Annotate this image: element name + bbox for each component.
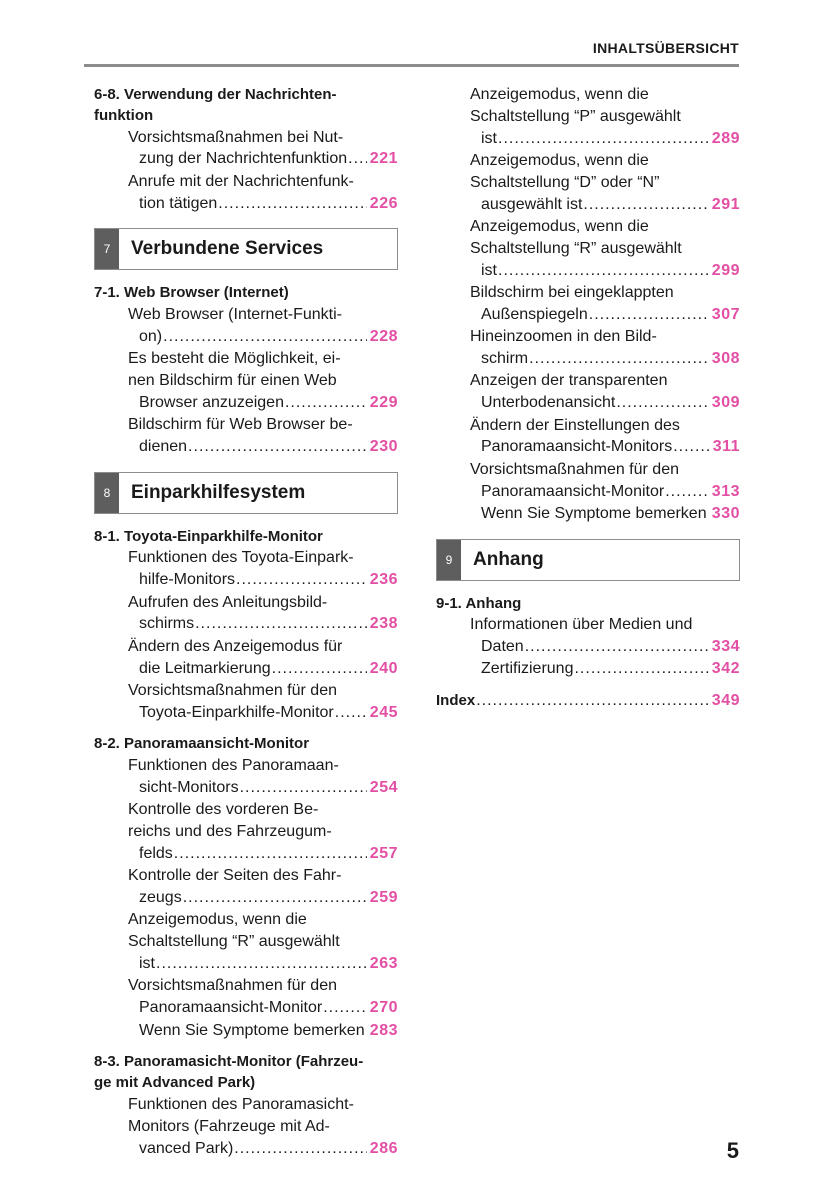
dot-leader <box>498 128 709 150</box>
entry-text-line: Schaltstellung “P” ausgewählt <box>470 107 681 125</box>
entry-text-line: Kontrolle der Seiten des Fahr- <box>128 867 342 885</box>
dot-leader <box>285 392 367 414</box>
page-reference[interactable]: 270 <box>369 999 398 1017</box>
subsection-heading-7-1[interactable] <box>94 282 398 303</box>
section-title: Anhang <box>473 548 544 570</box>
section-title: Verbundene Services <box>131 238 324 260</box>
entry-text-line: Vorsichtsmaßnahmen für den <box>470 460 679 478</box>
page-reference[interactable]: 257 <box>369 844 398 862</box>
entry-text-line: sicht-Monitors <box>139 778 239 796</box>
dot-leader <box>174 843 367 865</box>
entry-text-line: Informationen über Medien und <box>470 616 693 634</box>
entry-text-line: zeugs <box>139 889 182 907</box>
entry-text-line: Schaltstellung “R” ausgewählt <box>470 239 682 257</box>
toc-entry[interactable] <box>128 348 398 413</box>
page-reference[interactable]: 334 <box>711 638 740 656</box>
entry-text-line: reichs und des Fahrzeugum- <box>128 823 332 841</box>
dot-leader <box>236 569 367 591</box>
entry-text-line: Bildschirm bei eingeklappten <box>470 283 674 301</box>
page-reference[interactable]: 236 <box>369 571 398 589</box>
page-reference[interactable]: 254 <box>369 778 398 796</box>
subsection-heading-8-3[interactable] <box>94 1051 398 1093</box>
dot-leader <box>183 887 367 909</box>
entry-text-line: schirms <box>139 615 195 633</box>
page-reference[interactable]: 259 <box>369 889 398 907</box>
entry-text-line: Anzeigemodus, wenn die <box>470 151 649 169</box>
page-reference[interactable]: 313 <box>711 482 740 500</box>
running-header-title: INHALTSÜBERSICHT <box>592 40 739 56</box>
entry-text-line: Bildschirm für Web Browser be- <box>128 416 353 434</box>
subsection-title-line: 8-2. Panoramaansicht-Monitor <box>94 735 310 753</box>
page-reference[interactable]: 291 <box>711 195 740 213</box>
page-reference[interactable]: 226 <box>369 194 398 212</box>
section-number-badge: 9 <box>437 540 461 580</box>
toc-entry[interactable] <box>128 304 398 348</box>
section-header-8[interactable] <box>94 472 398 514</box>
page-reference[interactable]: 349 <box>711 692 740 710</box>
subsection-title-line: 6-8. Verwendung der Nachrichten- <box>94 86 337 103</box>
entry-text-line: Funktionen des Toyota-Einpark- <box>128 549 354 567</box>
entry-text-line: Web Browser (Internet-Funkti- <box>128 305 342 323</box>
entry-text-line: Ändern der Einstellungen des <box>470 416 680 434</box>
entry-text-line: Funktionen des Panoramaan- <box>128 757 339 775</box>
subsection-title-line: funktion <box>94 107 154 124</box>
entry-text-line: Schaltstellung “D” oder “N” <box>470 173 660 191</box>
toc-entry[interactable] <box>128 636 398 680</box>
subsection-title-line: 7-1. Web Browser (Internet) <box>94 284 289 302</box>
dot-leader <box>195 613 367 635</box>
dot-leader <box>163 326 367 348</box>
entry-text-line: Monitors (Fahrzeuge mit Ad- <box>128 1117 330 1135</box>
dot-leader <box>272 658 367 680</box>
toc-entry[interactable] <box>470 84 740 149</box>
toc-entry[interactable] <box>128 680 398 724</box>
dot-leader <box>323 997 367 1019</box>
toc-entry[interactable] <box>470 415 740 459</box>
dot-leader <box>529 348 709 370</box>
entry-text-line: Anzeigen der transparenten <box>470 372 668 390</box>
entry-text-line: Schaltstellung “R” ausgewählt <box>128 933 340 951</box>
entry-text-line: Toyota-Einparkhilfe-Monitor <box>139 703 334 721</box>
page-reference[interactable]: 228 <box>369 327 398 345</box>
subsection-heading-8-1[interactable] <box>94 526 398 547</box>
subsection-title-line: ge mit Advanced Park) <box>94 1074 256 1092</box>
toc-entry[interactable] <box>470 326 740 370</box>
entry-text-line: Vorsichtsmaßnahmen für den <box>128 977 337 995</box>
entry-text-line: Es besteht die Möglichkeit, ei- <box>128 350 341 368</box>
dot-leader <box>574 658 708 680</box>
toc-entry[interactable] <box>128 909 398 974</box>
page-reference[interactable]: 230 <box>369 437 398 455</box>
page-reference[interactable]: 286 <box>369 1139 398 1157</box>
section-number-badge: 7 <box>95 229 119 269</box>
dot-leader <box>498 260 709 282</box>
dot-leader <box>673 436 709 458</box>
toc-entry[interactable] <box>128 1020 398 1042</box>
entry-text-line: Wenn Sie Symptome bemerken <box>139 1021 365 1039</box>
entry-text-line: Außenspiegeln <box>481 305 588 323</box>
toc-entry[interactable] <box>470 370 740 414</box>
page-reference[interactable]: 299 <box>711 261 740 279</box>
subsection-heading-6-8[interactable] <box>94 84 398 126</box>
toc-entry[interactable] <box>128 799 398 864</box>
section-title: Einparkhilfesystem <box>131 481 306 503</box>
dot-leader <box>234 1138 367 1160</box>
toc-entry[interactable] <box>128 865 398 909</box>
toc-column-left <box>94 84 398 1159</box>
entry-text-line: schirm <box>481 349 529 367</box>
entry-text-line: Unterbodenansicht <box>481 394 616 412</box>
entry-text-line: Hineinzoomen in den Bild- <box>470 328 657 346</box>
entry-text-line: Kontrolle des vorderen Be- <box>128 801 319 819</box>
entry-text-line: Browser anzuzeigen <box>139 393 284 411</box>
section-header-7[interactable] <box>94 228 398 270</box>
toc-entry[interactable] <box>128 755 398 799</box>
dot-leader <box>616 392 708 414</box>
section-header-9[interactable] <box>436 539 740 581</box>
page-reference[interactable]: 283 <box>369 1021 398 1039</box>
entry-text-line: felds <box>139 844 173 862</box>
page-reference[interactable]: 309 <box>711 394 740 412</box>
page-reference[interactable]: 308 <box>711 349 740 367</box>
entry-text-line: Anzeigemodus, wenn die <box>470 217 649 235</box>
toc-entry[interactable] <box>470 216 740 281</box>
toc-entry[interactable] <box>470 614 740 658</box>
entry-text-line: hilfe-Monitors <box>139 571 236 589</box>
page-reference[interactable]: 245 <box>369 703 398 721</box>
page-reference[interactable]: 330 <box>711 504 740 522</box>
subsection-heading-8-2[interactable] <box>94 733 398 754</box>
entry-text-line: ist <box>481 129 497 147</box>
entry-text-line: Anzeigemodus, wenn die <box>128 911 307 929</box>
toc-entry[interactable] <box>470 150 740 215</box>
entry-text-line: Panoramaansicht-Monitor <box>139 999 323 1017</box>
page-reference[interactable]: 307 <box>711 305 740 323</box>
entry-text-line: ausgewählt ist <box>481 195 583 213</box>
entry-text-line: dienen <box>139 437 188 455</box>
page-reference[interactable]: 221 <box>369 150 398 168</box>
dot-leader <box>188 436 367 458</box>
entry-text-line: Vorsichtsmaßnahmen für den <box>128 681 337 699</box>
toc-entry[interactable] <box>128 414 398 458</box>
toc-entry[interactable] <box>128 1094 398 1159</box>
entry-text-line: Funktionen des Panoramasicht- <box>128 1096 354 1113</box>
subsection-heading-9-1[interactable] <box>436 593 740 614</box>
entry-text-line: Anrufe mit der Nachrichtenfunk- <box>128 172 354 190</box>
page-reference[interactable]: 229 <box>369 393 398 411</box>
entry-text-line: Ändern des Anzeigemodus für <box>128 637 343 655</box>
subsection-title-line: 8-3. Panoramasicht-Monitor (Fahrzeu- <box>94 1053 364 1071</box>
toc-entry[interactable] <box>128 975 398 1019</box>
dot-leader <box>156 953 367 975</box>
page-reference[interactable]: 289 <box>711 129 740 147</box>
toc-entry[interactable] <box>128 592 398 636</box>
dot-leader <box>218 193 367 215</box>
toc-entry[interactable] <box>470 658 740 680</box>
toc-entry[interactable] <box>128 547 398 591</box>
entry-text-line: Aufrufen des Anleitungsbild- <box>128 593 328 611</box>
toc-entry[interactable] <box>128 171 398 215</box>
entry-text-line: Zertifizierung <box>481 660 574 678</box>
toc-entry[interactable] <box>470 459 740 503</box>
index-label: Index <box>436 692 476 710</box>
entry-text-line: tion tätigen <box>139 194 218 212</box>
dot-leader <box>240 777 367 799</box>
toc-entry[interactable] <box>128 127 398 171</box>
entry-text-line: zung der Nachrichtenfunktion <box>139 150 348 168</box>
dot-leader <box>476 692 709 710</box>
entry-text-line: ist <box>139 955 155 973</box>
toc-column-right <box>436 84 740 710</box>
entry-text-line: Panoramaansicht-Monitor <box>481 482 665 500</box>
toc-entry[interactable] <box>470 503 740 525</box>
entry-text-line: on) <box>139 327 163 345</box>
page-number: 5 <box>726 1138 739 1163</box>
header-divider <box>84 64 739 67</box>
section-number-badge: 8 <box>95 473 119 513</box>
entry-text-line: nen Bildschirm für einen Web <box>128 371 337 389</box>
entry-text-line: Vorsichtsmaßnahmen bei Nut- <box>128 128 344 146</box>
dot-leader <box>589 304 709 326</box>
subsection-title-line: 9-1. Anhang <box>436 594 522 612</box>
entry-text-line: die Leitmarkierung <box>139 659 271 677</box>
page-reference[interactable]: 263 <box>369 955 398 973</box>
entry-text-line: Anzeigemodus, wenn die <box>470 86 649 103</box>
subsection-title-line: 8-1. Toyota-Einparkhilfe-Monitor <box>94 527 323 545</box>
dot-leader <box>583 194 708 216</box>
page-reference[interactable]: 238 <box>369 615 398 633</box>
dot-leader <box>348 148 367 170</box>
entry-text-line: Wenn Sie Symptome bemerken <box>481 504 707 522</box>
entry-text-line: Panoramaansicht-Monitors <box>481 438 673 456</box>
entry-text-line: vanced Park) <box>139 1139 234 1157</box>
dot-leader <box>525 636 709 658</box>
page-reference[interactable]: 311 <box>712 438 740 456</box>
dot-leader <box>335 702 367 724</box>
page-reference[interactable]: 342 <box>711 660 740 678</box>
entry-text-line: ist <box>481 261 497 279</box>
toc-entry[interactable] <box>470 282 740 326</box>
index-entry[interactable] <box>436 692 740 710</box>
entry-text-line: Daten <box>481 638 524 656</box>
dot-leader <box>665 481 709 503</box>
page-reference[interactable]: 240 <box>369 659 398 677</box>
